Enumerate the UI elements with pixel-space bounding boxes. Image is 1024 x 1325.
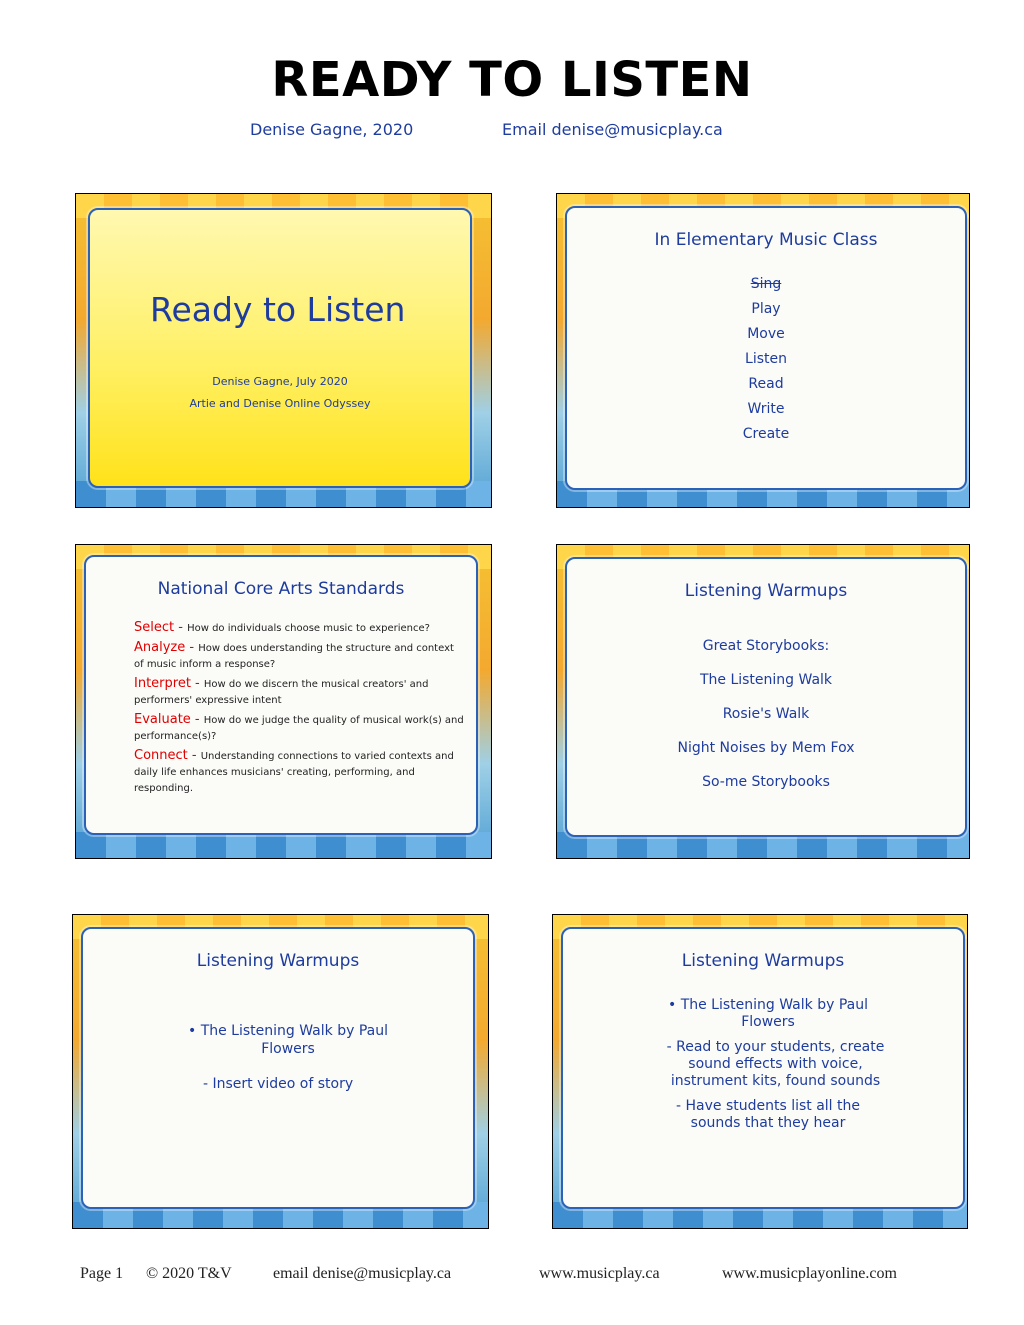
list-item: Move [747,326,785,342]
storybook-list [567,629,965,799]
slide-line: Artie and Denise Online Odyssey [189,397,371,410]
standard-question: How do we judge the quality of musical work(s) and performance(s)? [134,715,464,742]
footer-email[interactable]: email denise@musicplay.ca [273,1265,452,1282]
dash-item: - Have students list all the sounds that they hear [675,1098,861,1131]
slide-panel [561,927,965,1209]
slide-title: Listening Warmups [684,581,848,601]
standard-term: Analyze [134,640,186,655]
standard-question: How do individuals choose music to experience? [187,623,430,634]
activity-list [567,272,965,447]
standard-item [134,619,464,635]
bullet-item: • The Listening Walk by Paul Flowers [667,997,868,1030]
footer-site-musicplay[interactable]: www.musicplay.ca [539,1265,660,1282]
footer-site-musicplayonline[interactable]: www.musicplayonline.com [722,1265,897,1282]
slide-panel [565,206,967,490]
bullet-item: • The Listening Walk by Paul Flowers [187,1023,388,1057]
slide-line: Denise Gagne, July 2020 [212,375,348,388]
standard-item [134,711,464,743]
dash-item: - Insert video of story [203,1076,354,1092]
list-item: Night Noises by Mem Fox [677,740,855,756]
standard-sep: - [190,712,204,727]
author-line: Denise Gagne, 2020 [250,120,414,139]
standard-sep: - [187,748,201,763]
standard-term: Connect [134,748,188,763]
slide-title: Listening Warmups [196,951,360,971]
standard-term: Evaluate [134,712,191,727]
standard-item [134,747,464,795]
email-line: Email denise@musicplay.ca [502,120,723,139]
slide-title: In Elementary Music Class [654,230,878,250]
slide-title: Ready to Listen [150,290,406,329]
standard-sep: - [190,676,204,691]
standard-item [134,675,464,707]
list-item: Listen [745,351,787,367]
standard-sep: - [174,620,188,635]
list-item: Rosie's Walk [722,706,810,722]
standard-item [134,639,464,671]
list-item: Read [748,376,784,392]
slide-3 [75,544,492,859]
standards-list [134,619,464,799]
slide-panel [565,557,967,837]
list-item: Create [742,426,790,442]
list-item: Great Storybooks: [702,638,830,654]
slide-2 [556,193,970,508]
slide-5 [72,914,489,1229]
footer-page: Page 1 [80,1265,124,1282]
slide-decor-bottom [76,832,491,858]
document-title: READY TO LISTEN [271,52,753,108]
standard-sep: - [185,640,199,655]
slide-panel [84,555,478,835]
list-item: The Listening Walk [699,672,833,688]
list-item: So-me Storybooks [702,774,830,790]
slide-4 [556,544,970,859]
slide-title: National Core Arts Standards [157,579,405,599]
list-item: Write [747,401,785,417]
dash-item: - Read to your students, create sound effects with voice, instrument kits, found sounds [666,1039,885,1089]
standard-question: How do we discern the musical creators' and performers' expressive intent [134,679,429,706]
list-item: Play [751,301,781,317]
slide-1 [75,193,492,508]
slide-title: Listening Warmups [681,951,845,971]
footer-copyright: © 2020 T&V [146,1265,232,1282]
slide-6 [552,914,968,1229]
slide-panel [88,208,472,488]
standard-question: How does understanding the structure and context of music inform a response? [134,643,454,670]
standard-question: Understanding connections to varied contexts and daily life enhances musicians' creating, performing, and responding. [134,751,454,794]
standard-term: Select [134,620,175,635]
standard-term: Interpret [134,676,191,691]
list-item: Sing [750,276,782,292]
slide-panel [81,927,475,1209]
